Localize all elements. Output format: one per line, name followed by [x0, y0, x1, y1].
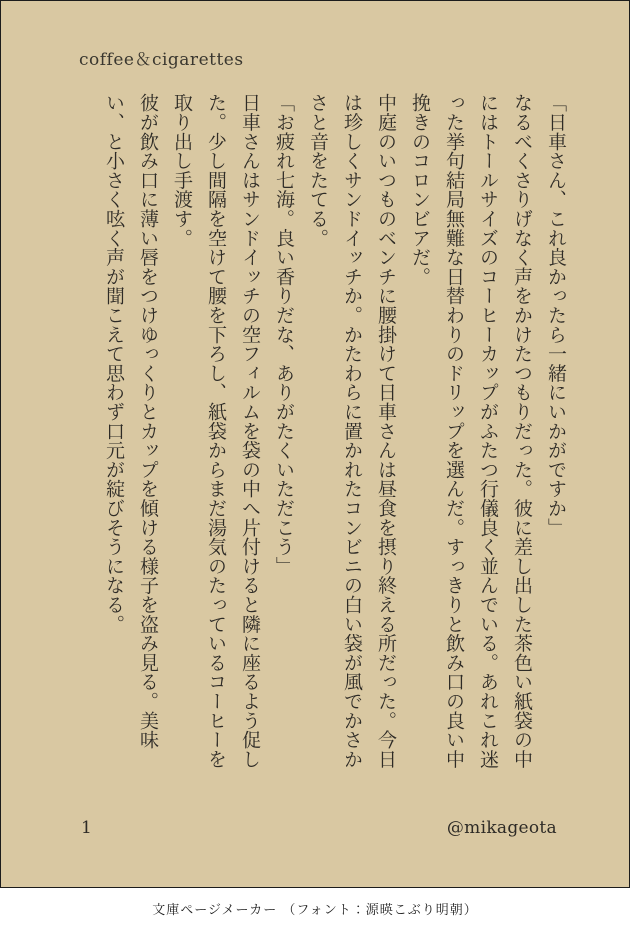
- story-paragraph: 彼が飲み口に薄い唇をつけゆっくりとカップを傾ける様子を盗み見る。美味い、と小さく呟く声が聞こえて思わず口元が綻びそうになる。: [103, 93, 159, 750]
- story-paragraph: 中庭のいつものベンチに腰掛けて日車さんは昼食を摂り終える所だった。今日は珍しくサンドイッチか。かたわらに置かれたコンビニの白い袋が風でかさかさと音をたてる。: [307, 93, 397, 769]
- story-paragraph: なるべくさりげなく声をかけたつもりだった。彼に差し出した茶色い紙袋の中にはトールサイズのコーヒーカップがふたつ行儀良く並んでいる。あれこれ迷った挙句結局無難な日替わりのドリップを選んだ。すっきりと飲み口の良い中挽きのコロンビアだ。: [409, 93, 533, 769]
- credit-footer: 文庫ページメーカー （フォント：源暎こぶり明朝）: [0, 888, 630, 928]
- story-paragraph: 「お疲れ七海。良い香りだな、ありがたくいただこう」: [273, 93, 295, 576]
- page-number: 1: [81, 818, 92, 838]
- story-paragraph: 日車さんはサンドイッチの空フィルムを袋の中へ片付けると隣に座るよう促した。少し間隔を空けて腰を下ろし、紙袋からまだ湯気のたっているコーヒーを取り出し手渡す。: [171, 93, 261, 769]
- page-title: coffee＆cigarettes: [79, 50, 244, 70]
- story-paragraph: 「日車さん、これ良かったら一緒にいかがですか」: [545, 93, 567, 537]
- story-text: [97, 93, 573, 787]
- author-handle: @mikageota: [446, 818, 557, 838]
